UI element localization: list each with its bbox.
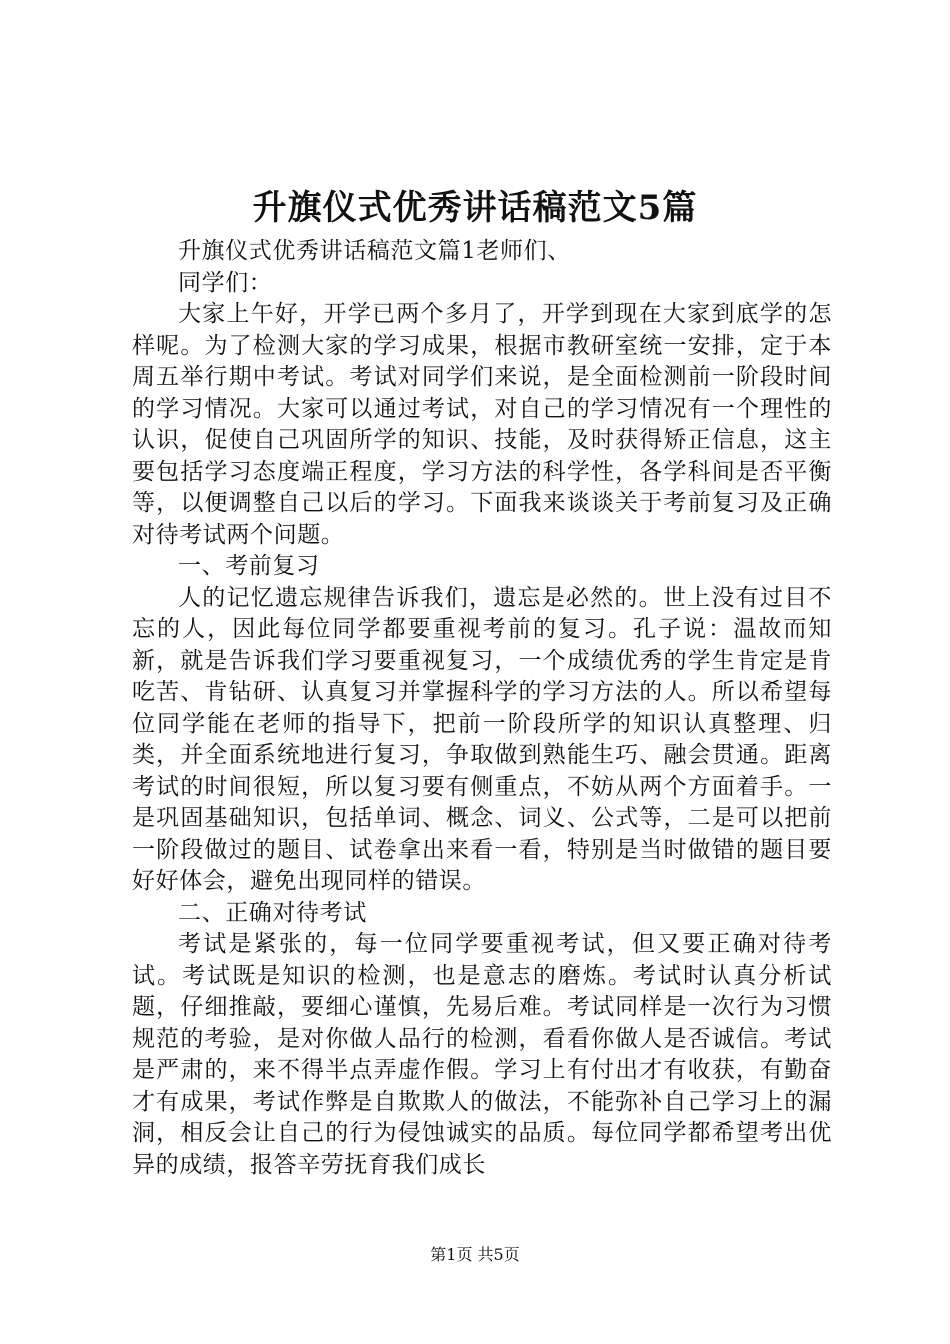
document-title: 升旗仪式优秀讲话稿范文5篇: [252, 188, 698, 228]
salutation: 同学们：: [178, 269, 273, 296]
section-heading-exam: 二、正确对待考试: [178, 899, 367, 926]
section-heading-review: 一、考前复习: [178, 553, 320, 579]
section-paragraph-review: 人的记忆遗忘规律告诉我们，遗忘是必然的。世上没有过目不忘的人，因此每位同学都要重视考前的复习。孔子说：温故而知新，就是告诉我们学习要重视复习，一个成绩优秀的学生肯定是肯吃苦、肯钻研、认真复习并掌握科学的学习方法的人。所以希望每位同学能在老师的指导下，把前一阶段所学的知识认真整理、归类，并全面系统地进行复习，争取做到熟能生巧、融会贯通。距离考试的时间很短，所以复习要有侧重点，不妨从两个方面着手。一是巩固基础知识，包括单词、概念、词义、公式等，二是可以把前一阶段做过的题目、试卷拿出来看一看，特别是当时做错的题目要好好体会，避免出现同样的错误。: [132, 584, 832, 894]
intro-line: 升旗仪式优秀讲话稿范文篇1老师们、: [178, 238, 571, 264]
section-paragraph-exam: 考试是紧张的，每一位同学要重视考试，但又要正确对待考试。考试既是知识的检测，也是意志的磨炼。考试时认真分析试题，仔细推敲，要细心谨慎，先易后难。考试同样是一次行为习惯规范的考验，是对你做人品行的检测，看看你做人是否诚信。考试是严肃的，来不得半点弄虚作假。学习上有付出才有收获，有勤奋才有成果，考试作弊是自欺欺人的做法，不能弥补自己学习上的漏洞，相反会让自己的行为侵蚀诚实的品质。每位同学都希望考出优异的成绩，报答辛劳抚育我们成长: [132, 931, 832, 1178]
page-footer: 第1页 共5页: [430, 1245, 520, 1264]
opening-paragraph: 大家上午好，开学已两个多月了，开学到现在大家到底学的怎样呢。为了检测大家的学习成果，根据市教研室统一安排，定于本周五举行期中考试。考试对同学们来说，是全面检测前一阶段时间的学习情况。大家可以通过考试，对自己的学习情况有一个理性的认识，促使自己巩固所学的知识、技能，及时获得矫正信息，这主要包括学习态度端正程度，学习方法的科学性，各学科间是否平衡等，以便调整自己以后的学习。下面我来谈谈关于考前复习及正确对待考试两个问题。: [132, 301, 832, 548]
document-body: [132, 236, 832, 1181]
